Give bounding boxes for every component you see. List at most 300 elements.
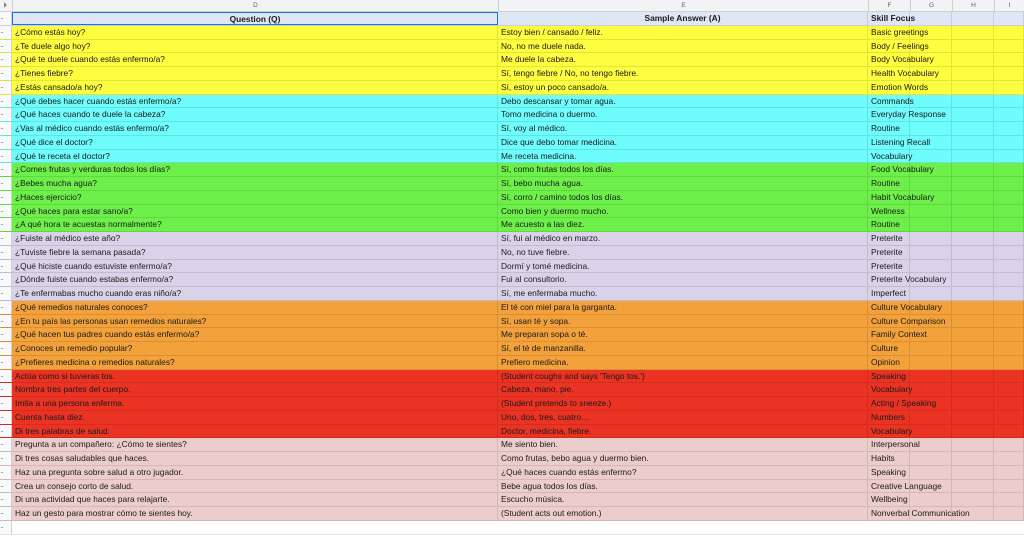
empty-cell[interactable]	[910, 493, 952, 506]
table-row	[0, 191, 1024, 205]
skill-cell[interactable]: Listening Recall	[868, 136, 910, 149]
empty-cell[interactable]	[994, 342, 1024, 355]
question-cell[interactable]: Crea un consejo corto de salud.	[12, 480, 498, 493]
column-header-bar	[0, 0, 1024, 12]
empty-cell[interactable]	[952, 301, 994, 314]
empty-cell[interactable]	[910, 136, 952, 149]
skill-cell[interactable]: Vocabulary	[868, 150, 910, 163]
skill-cell[interactable]: Speaking	[868, 370, 910, 383]
table-row	[0, 287, 1024, 301]
row-number[interactable]	[0, 95, 12, 108]
row-number[interactable]	[0, 273, 12, 286]
row-number[interactable]	[0, 163, 12, 176]
empty-cell[interactable]	[994, 177, 1024, 190]
answer-cell[interactable]: Uno, dos, tres, cuatro…	[498, 411, 868, 424]
question-cell[interactable]: ¿Qué hacen tus padres cuando estás enfermo/a?	[12, 328, 498, 341]
empty-cell[interactable]	[910, 397, 952, 410]
answer-cell[interactable]: Dormí y tomé medicina.	[498, 260, 868, 273]
question-cell[interactable]: Haz un gesto para mostrar cómo te sientes hoy.	[12, 507, 498, 520]
table-row	[0, 356, 1024, 370]
empty-cell[interactable]	[952, 507, 994, 520]
empty-cell[interactable]	[994, 328, 1024, 341]
skill-cell[interactable]: Wellbeing	[868, 493, 910, 506]
empty-cell[interactable]	[952, 232, 994, 245]
empty-cell[interactable]	[910, 246, 952, 259]
question-cell[interactable]: ¿Haces ejercicio?	[12, 191, 498, 204]
empty-cell[interactable]	[994, 26, 1024, 39]
question-cell[interactable]: ¿Dónde fuiste cuando estabas enfermo/a?	[12, 273, 498, 286]
question-cell[interactable]: ¿Bebes mucha agua?	[12, 177, 498, 190]
empty-cell[interactable]	[910, 383, 952, 396]
skill-cell[interactable]: Everyday Response	[868, 108, 910, 121]
row-number[interactable]	[0, 177, 12, 190]
table-row	[0, 122, 1024, 136]
empty-cell[interactable]	[952, 397, 994, 410]
table-row	[0, 315, 1024, 329]
empty-cell[interactable]	[952, 438, 994, 451]
row-number[interactable]	[0, 438, 12, 451]
answer-cell[interactable]: Sí, me enfermaba mucho.	[498, 287, 868, 300]
table-row	[0, 260, 1024, 274]
table-row	[0, 480, 1024, 494]
table-row	[0, 383, 1024, 397]
row-number[interactable]	[0, 122, 12, 135]
answer-cell[interactable]: Sí, bebo mucha agua.	[498, 177, 868, 190]
row-number[interactable]	[0, 425, 12, 438]
answer-cell[interactable]: Me receta medicina.	[498, 150, 868, 163]
row-number[interactable]	[0, 315, 12, 328]
empty-cell[interactable]	[994, 53, 1024, 66]
skill-cell[interactable]: Culture	[868, 342, 910, 355]
empty-cell[interactable]	[952, 342, 994, 355]
skill-cell[interactable]: Opinion	[868, 356, 910, 369]
empty-cell[interactable]	[994, 452, 1024, 465]
answer-cell[interactable]: (Student coughs and says 'Tengo tos.')	[498, 370, 868, 383]
skill-cell[interactable]: Emotion Words	[868, 81, 910, 94]
row-number[interactable]	[0, 218, 12, 231]
answer-cell[interactable]: (Student acts out emotion.)	[498, 507, 868, 520]
skill-cell[interactable]: Culture Vocabulary	[868, 301, 910, 314]
empty-cell[interactable]	[952, 40, 994, 53]
empty-cell[interactable]	[910, 260, 952, 273]
skill-cell[interactable]: Wellness	[868, 205, 910, 218]
question-cell[interactable]: ¿Qué debes hacer cuando estás enfermo/a?	[12, 95, 498, 108]
empty-cell[interactable]	[910, 177, 952, 190]
question-cell[interactable]: ¿Estás cansado/a hoy?	[12, 81, 498, 94]
empty-cell[interactable]	[910, 328, 952, 341]
skill-cell[interactable]: Imperfect	[868, 287, 910, 300]
row-number[interactable]	[0, 81, 12, 94]
skill-header-cell[interactable]: Skill Focus	[868, 12, 910, 25]
empty-cell[interactable]	[994, 136, 1024, 149]
answer-cell[interactable]: ¿Qué haces cuando estás enfermo?	[498, 466, 868, 479]
row-number[interactable]	[0, 150, 12, 163]
empty-cell[interactable]	[910, 163, 952, 176]
answer-cell[interactable]: Sí, el té de manzanilla.	[498, 342, 868, 355]
row-number[interactable]	[0, 301, 12, 314]
answer-cell[interactable]: Como bien y duermo mucho.	[498, 205, 868, 218]
answer-header-cell[interactable]: Sample Answer (A)	[498, 12, 868, 25]
empty-cell[interactable]	[952, 163, 994, 176]
question-cell[interactable]: ¿Fuiste al médico este año?	[12, 232, 498, 245]
empty-cell[interactable]	[994, 163, 1024, 176]
empty-cell[interactable]	[952, 411, 994, 424]
empty-cell[interactable]	[910, 507, 952, 520]
skill-cell[interactable]: Body Vocabulary	[868, 53, 910, 66]
empty-cell[interactable]	[952, 95, 994, 108]
skill-cell[interactable]: Preterite Vocabulary	[868, 273, 910, 286]
row-number[interactable]	[0, 328, 12, 341]
question-cell[interactable]: ¿Qué haces cuando te duele la cabeza?	[12, 108, 498, 121]
question-cell[interactable]: Nombra tres partes del cuerpo.	[12, 383, 498, 396]
skill-cell[interactable]: Vocabulary	[868, 425, 910, 438]
question-cell[interactable]: ¿En tu país las personas usan remedios naturales?	[12, 315, 498, 328]
empty-cell[interactable]	[952, 150, 994, 163]
empty-cell[interactable]	[994, 370, 1024, 383]
row-number[interactable]	[0, 26, 12, 39]
empty-cell[interactable]	[910, 191, 952, 204]
answer-cell[interactable]: No, no me duele nada.	[498, 40, 868, 53]
answer-cell[interactable]: Tomo medicina o duermo.	[498, 108, 868, 121]
skill-cell[interactable]: Preterite	[868, 246, 910, 259]
table-row	[0, 342, 1024, 356]
table-row	[0, 150, 1024, 164]
table-row	[0, 67, 1024, 81]
question-cell[interactable]: ¿Tienes fiebre?	[12, 67, 498, 80]
skill-cell[interactable]: Nonverbal Communication	[868, 507, 910, 520]
empty-cell[interactable]	[910, 218, 952, 231]
row-number[interactable]	[0, 383, 12, 396]
empty-cell[interactable]	[994, 122, 1024, 135]
row-number[interactable]	[0, 67, 12, 80]
column-header-e[interactable]: E	[499, 0, 869, 11]
empty-cell[interactable]	[910, 232, 952, 245]
empty-cell[interactable]	[994, 218, 1024, 231]
empty-cell[interactable]	[910, 273, 952, 286]
answer-cell[interactable]: Estoy bien / cansado / feliz.	[498, 26, 868, 39]
row-number[interactable]	[0, 12, 12, 25]
row-number[interactable]	[0, 342, 12, 355]
empty-cell[interactable]	[910, 466, 952, 479]
empty-cell[interactable]	[952, 205, 994, 218]
table-row	[0, 108, 1024, 122]
row-number[interactable]	[0, 507, 12, 520]
question-cell[interactable]: Di una actividad que haces para relajarte.	[12, 493, 498, 506]
empty-cell[interactable]	[994, 301, 1024, 314]
row-number[interactable]	[0, 53, 12, 66]
empty-cell[interactable]	[952, 26, 994, 39]
empty-cell[interactable]	[994, 260, 1024, 273]
empty-cell[interactable]	[952, 273, 994, 286]
skill-cell[interactable]: Habit Vocabulary	[868, 191, 910, 204]
row-number[interactable]	[0, 232, 12, 245]
question-cell[interactable]: ¿Qué te receta el doctor?	[12, 150, 498, 163]
question-cell[interactable]: ¿Qué te duele cuando estás enfermo/a?	[12, 53, 498, 66]
skill-cell[interactable]: Speaking	[868, 466, 910, 479]
table-row	[0, 53, 1024, 67]
empty-cell[interactable]	[952, 356, 994, 369]
empty-cell[interactable]	[910, 411, 952, 424]
skill-cell[interactable]: Interpersonal	[868, 438, 910, 451]
question-cell[interactable]: Di tres palabras de salud.	[12, 425, 498, 438]
empty-cell[interactable]	[952, 480, 994, 493]
select-all-corner[interactable]	[0, 0, 13, 11]
empty-cell[interactable]	[910, 40, 952, 53]
table-row	[0, 507, 1024, 521]
question-cell[interactable]: ¿Qué remedios naturales conoces?	[12, 301, 498, 314]
empty-cell[interactable]	[994, 205, 1024, 218]
answer-cell[interactable]: Fui al consultorio.	[498, 273, 868, 286]
row-number[interactable]	[0, 521, 12, 534]
question-cell[interactable]: ¿Cómo estás hoy?	[12, 26, 498, 39]
skill-cell[interactable]: Routine	[868, 122, 910, 135]
empty-cell[interactable]	[910, 205, 952, 218]
empty-cell[interactable]	[910, 12, 952, 25]
row-number[interactable]	[0, 136, 12, 149]
empty-cell[interactable]	[910, 356, 952, 369]
empty-cell[interactable]	[910, 425, 952, 438]
question-cell[interactable]: ¿Qué hiciste cuando estuviste enfermo/a?	[12, 260, 498, 273]
empty-cell[interactable]	[910, 452, 952, 465]
empty-cell[interactable]	[910, 67, 952, 80]
answer-cell[interactable]: Como frutas, bebo agua y duermo bien.	[498, 452, 868, 465]
answer-cell[interactable]: Debo descansar y tomar agua.	[498, 95, 868, 108]
empty-cell[interactable]	[952, 260, 994, 273]
row-number[interactable]	[0, 356, 12, 369]
answer-cell[interactable]: Me acuesto a las diez.	[498, 218, 868, 231]
row-number[interactable]	[0, 287, 12, 300]
empty-cell[interactable]	[994, 425, 1024, 438]
empty-cell[interactable]	[952, 177, 994, 190]
empty-cell[interactable]	[994, 95, 1024, 108]
answer-cell[interactable]: Dice que debo tomar medicina.	[498, 136, 868, 149]
empty-cell[interactable]	[952, 315, 994, 328]
empty-cell[interactable]	[910, 95, 952, 108]
column-header-g[interactable]: G	[911, 0, 953, 11]
answer-cell[interactable]: El té con miel para la garganta.	[498, 301, 868, 314]
answer-cell[interactable]: Prefiero medicina.	[498, 356, 868, 369]
empty-cell[interactable]	[994, 315, 1024, 328]
empty-cell[interactable]	[994, 246, 1024, 259]
empty-cell[interactable]	[910, 301, 952, 314]
empty-cell[interactable]	[994, 507, 1024, 520]
empty-cell[interactable]	[910, 26, 952, 39]
table-row	[0, 411, 1024, 425]
empty-cell[interactable]	[910, 287, 952, 300]
question-cell[interactable]: ¿Vas al médico cuando estás enfermo/a?	[12, 122, 498, 135]
table-row	[0, 301, 1024, 315]
question-cell[interactable]: Di tres cosas saludables que haces.	[12, 452, 498, 465]
empty-cell[interactable]	[994, 480, 1024, 493]
skill-cell[interactable]: Preterite	[868, 260, 910, 273]
answer-cell[interactable]: Sí, como frutas todos los días.	[498, 163, 868, 176]
question-cell[interactable]: Haz una pregunta sobre salud a otro jugador.	[12, 466, 498, 479]
column-header-f[interactable]: F	[869, 0, 911, 11]
empty-cell[interactable]	[994, 411, 1024, 424]
empty-cell[interactable]	[994, 356, 1024, 369]
skill-cell[interactable]: Body / Feelings	[868, 40, 910, 53]
empty-cell[interactable]	[952, 53, 994, 66]
question-cell[interactable]: ¿Prefieres medicina o remedios naturales?	[12, 356, 498, 369]
table-row	[0, 328, 1024, 342]
empty-cell[interactable]	[910, 480, 952, 493]
empty-cell[interactable]	[952, 191, 994, 204]
answer-cell[interactable]: Sí, estoy un poco cansado/a.	[498, 81, 868, 94]
answer-cell[interactable]: Sí, corro / camino todos los días.	[498, 191, 868, 204]
row-number[interactable]	[0, 246, 12, 259]
question-cell[interactable]: Actúa como si tuvieras tos.	[12, 370, 498, 383]
row-number[interactable]	[0, 40, 12, 53]
skill-cell[interactable]: Numbers	[868, 411, 910, 424]
empty-cell[interactable]	[910, 122, 952, 135]
skill-cell[interactable]: Health Vocabulary	[868, 67, 910, 80]
skill-cell[interactable]: Creative Language	[868, 480, 910, 493]
empty-cell[interactable]	[994, 466, 1024, 479]
corner-triangle-icon	[4, 2, 7, 8]
question-cell[interactable]: ¿Te duele algo hoy?	[12, 40, 498, 53]
empty-cell[interactable]	[952, 12, 994, 25]
question-cell[interactable]: ¿Comes frutas y verduras todos los días?	[12, 163, 498, 176]
empty-cell[interactable]	[994, 191, 1024, 204]
empty-cell[interactable]	[952, 136, 994, 149]
empty-cell[interactable]	[994, 273, 1024, 286]
question-cell[interactable]: ¿Qué dice el doctor?	[12, 136, 498, 149]
answer-cell[interactable]: No, no tuve fiebre.	[498, 246, 868, 259]
column-header-h[interactable]: H	[953, 0, 995, 11]
answer-cell[interactable]: Sí, fui al médico en marzo.	[498, 232, 868, 245]
row-number[interactable]	[0, 411, 12, 424]
row-number[interactable]	[0, 260, 12, 273]
row-number[interactable]	[0, 191, 12, 204]
answer-cell[interactable]: Bebe agua todos los días.	[498, 480, 868, 493]
question-cell[interactable]: ¿A qué hora te acuestas normalmente?	[12, 218, 498, 231]
empty-cell[interactable]	[952, 67, 994, 80]
answer-cell[interactable]: (Student pretends to sneeze.)	[498, 397, 868, 410]
column-header-d[interactable]: D	[13, 0, 499, 11]
row-number[interactable]	[0, 370, 12, 383]
table-row	[0, 81, 1024, 95]
empty-cell[interactable]	[952, 122, 994, 135]
empty-cell[interactable]	[994, 493, 1024, 506]
empty-cell[interactable]	[910, 438, 952, 451]
empty-cell[interactable]	[994, 150, 1024, 163]
answer-cell[interactable]: Sí, voy al médico.	[498, 122, 868, 135]
data-rows	[0, 26, 1024, 535]
answer-cell[interactable]: Cabeza, mano, pie.	[498, 383, 868, 396]
skill-cell[interactable]: Acting / Speaking	[868, 397, 910, 410]
skill-cell[interactable]: Preterite	[868, 232, 910, 245]
empty-cell[interactable]	[952, 452, 994, 465]
question-cell[interactable]: ¿Te enfermabas mucho cuando eras niño/a?	[12, 287, 498, 300]
empty-row	[0, 521, 1024, 535]
header-row	[0, 12, 1024, 26]
empty-cell[interactable]	[994, 383, 1024, 396]
empty-cell[interactable]	[910, 81, 952, 94]
empty-cell[interactable]	[994, 40, 1024, 53]
table-row	[0, 95, 1024, 109]
empty-cell[interactable]	[910, 150, 952, 163]
empty-cell[interactable]	[952, 493, 994, 506]
empty-cell[interactable]	[994, 12, 1024, 25]
empty-cell[interactable]	[952, 218, 994, 231]
skill-cell[interactable]: Routine	[868, 177, 910, 190]
row-number[interactable]	[0, 108, 12, 121]
table-row	[0, 438, 1024, 452]
answer-cell[interactable]: Escucho música.	[498, 493, 868, 506]
question-cell[interactable]: ¿Conoces un remedio popular?	[12, 342, 498, 355]
sheet-grid	[0, 12, 1024, 535]
empty-cell[interactable]	[952, 108, 994, 121]
empty-cell[interactable]	[952, 81, 994, 94]
answer-cell[interactable]: Sí, usan té y sopa.	[498, 315, 868, 328]
answer-cell[interactable]: Me siento bien.	[498, 438, 868, 451]
table-row	[0, 40, 1024, 54]
empty-cell[interactable]	[994, 438, 1024, 451]
skill-cell[interactable]: Culture Comparison	[868, 315, 910, 328]
empty-cell[interactable]	[994, 232, 1024, 245]
empty-cell[interactable]	[910, 53, 952, 66]
empty-cell[interactable]	[994, 67, 1024, 80]
skill-cell[interactable]: Family Context	[868, 328, 910, 341]
row-number[interactable]	[0, 480, 12, 493]
empty-cell[interactable]	[952, 370, 994, 383]
row-number[interactable]	[0, 466, 12, 479]
empty-cell[interactable]	[994, 397, 1024, 410]
row-number[interactable]	[0, 397, 12, 410]
empty-cell[interactable]	[952, 287, 994, 300]
table-row	[0, 205, 1024, 219]
skill-cell[interactable]: Basic greetings	[868, 26, 910, 39]
empty-cell[interactable]	[952, 383, 994, 396]
empty-cell[interactable]	[952, 246, 994, 259]
answer-cell[interactable]: Doctor, medicina, fiebre.	[498, 425, 868, 438]
row-number[interactable]	[0, 493, 12, 506]
table-row	[0, 246, 1024, 260]
empty-cell[interactable]	[952, 466, 994, 479]
row-number[interactable]	[0, 205, 12, 218]
empty-cell[interactable]	[910, 342, 952, 355]
empty-cell[interactable]	[910, 108, 952, 121]
question-cell[interactable]: ¿Tuviste fiebre la semana pasada?	[12, 246, 498, 259]
empty-cell[interactable]	[910, 315, 952, 328]
skill-cell[interactable]: Habits	[868, 452, 910, 465]
question-header-cell[interactable]: Question (Q)	[12, 12, 498, 25]
question-cell[interactable]: ¿Qué haces para estar sano/a?	[12, 205, 498, 218]
skill-cell[interactable]: Vocabulary	[868, 383, 910, 396]
table-row	[0, 452, 1024, 466]
empty-cell[interactable]	[994, 108, 1024, 121]
question-cell[interactable]: Pregunta a un compañero: ¿Cómo te sientes?	[12, 438, 498, 451]
answer-cell[interactable]: Me preparan sopa o té.	[498, 328, 868, 341]
empty-cell[interactable]	[994, 287, 1024, 300]
skill-cell[interactable]: Food Vocabulary	[868, 163, 910, 176]
skill-cell[interactable]: Commands	[868, 95, 910, 108]
answer-cell[interactable]: Sí, tengo fiebre / No, no tengo fiebre.	[498, 67, 868, 80]
table-row	[0, 425, 1024, 439]
column-header-i[interactable]: I	[995, 0, 1024, 11]
question-cell[interactable]: Cuenta hasta diez.	[12, 411, 498, 424]
empty-cell[interactable]	[952, 328, 994, 341]
row-number[interactable]	[0, 452, 12, 465]
empty-cell[interactable]	[952, 425, 994, 438]
table-row	[0, 273, 1024, 287]
answer-cell[interactable]: Me duele la cabeza.	[498, 53, 868, 66]
empty-cell[interactable]	[994, 81, 1024, 94]
skill-cell[interactable]: Routine	[868, 218, 910, 231]
question-cell[interactable]: Imita a una persona enferma.	[12, 397, 498, 410]
empty-cell[interactable]	[910, 370, 952, 383]
table-row	[0, 493, 1024, 507]
